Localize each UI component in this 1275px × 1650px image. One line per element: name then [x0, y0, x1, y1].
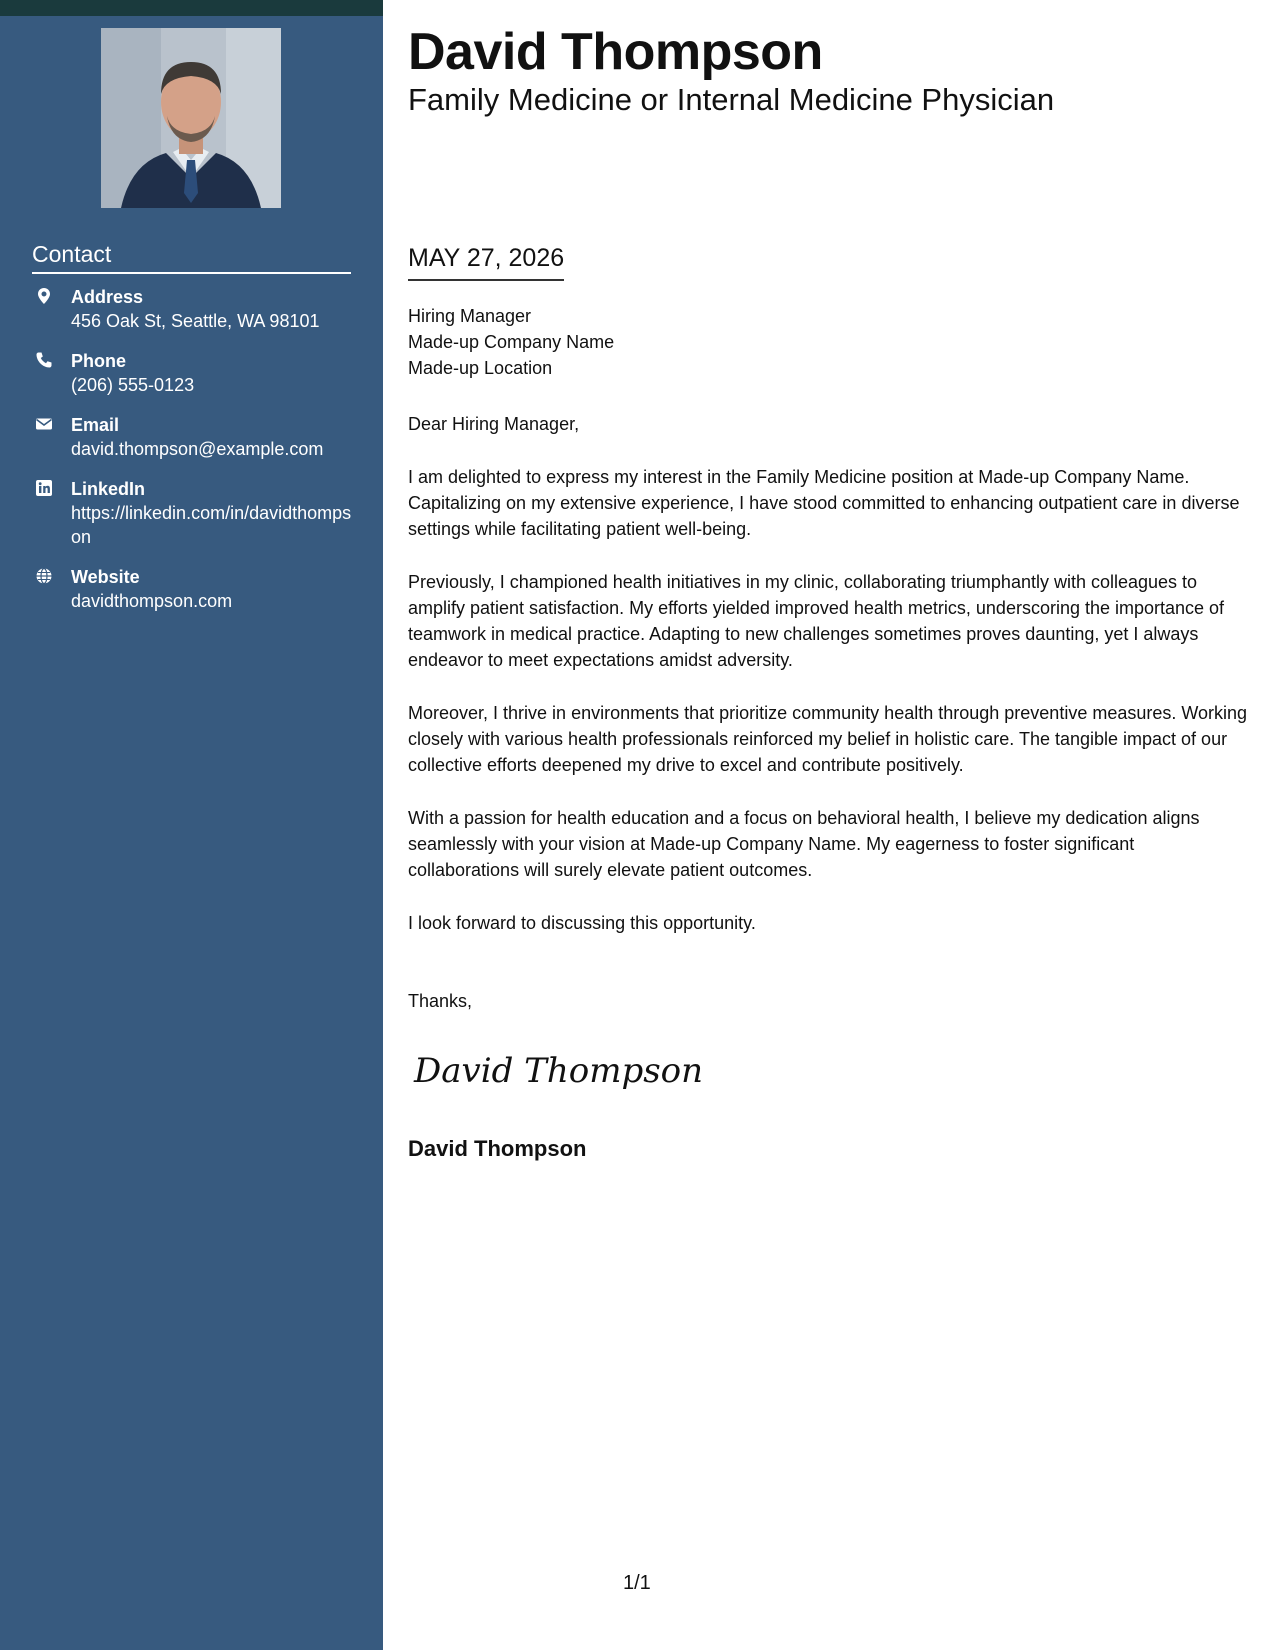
contact-label: Website [71, 567, 140, 587]
phone-icon [35, 351, 53, 369]
avatar [101, 28, 281, 208]
contact-label: Email [71, 415, 120, 435]
envelope-icon [35, 415, 53, 433]
sidebar [0, 0, 383, 1650]
recipient-line: Made-up Company Name [408, 332, 615, 352]
contact-label: Address [71, 287, 144, 307]
contact-heading: Contact [32, 241, 351, 274]
sidebar-top-bar [0, 0, 383, 16]
recipient-line: Hiring Manager [408, 306, 532, 326]
globe-icon [35, 567, 53, 585]
signed-name: David Thompson [408, 1136, 587, 1161]
signature [410, 1040, 704, 1100]
address-value: 456 Oak St, Seattle, WA 98101 [71, 311, 320, 331]
website-value[interactable]: davidthompson.com [71, 591, 233, 611]
page-number: 1/1 [623, 1572, 651, 1594]
email-value[interactable]: david.thompson@example.com [71, 439, 324, 459]
applicant-name: David Thompson [408, 23, 823, 81]
salutation: Dear Hiring Manager, [408, 414, 580, 434]
letter-date: MAY 27, 2026 [408, 244, 564, 281]
contact-item-email [32, 413, 352, 461]
contact-item-website [32, 565, 352, 613]
linkedin-value[interactable]: https://linkedin.com/in/davidthompson [71, 503, 352, 547]
body-paragraph: Previously, I championed health initiatives in my clinic, collaborating triumphantly with colleagues to amplify patient satisfaction. My efforts yielded improved health metrics, underscoring the importance of teamwork in medical practice. Adapting to new challenges sometimes proves daunting, yet I always endeavor to meet expectations amidst adversity. [408, 572, 1225, 670]
body-paragraph: Moreover, I thrive in environments that prioritize community health through preventive measures. Working closely with various health professionals reinforced my belief in holistic care. The tangible impact of our collective efforts deepened my drive to excel and contribute positively. [408, 703, 1248, 775]
body-paragraph: I am delighted to express my interest in the Family Medicine position at Made-up Company Name. Capitalizing on my extensive experience, I have stood committed to enhancing outpatient care in diverse settings while facilitating patient well-being. [408, 467, 1240, 539]
map-pin-icon [35, 287, 53, 305]
contact-list [32, 285, 352, 629]
contact-label: Phone [71, 351, 127, 371]
portrait-photo [101, 28, 281, 208]
recipient-line: Made-up Location [408, 358, 553, 378]
closing: Thanks, [408, 991, 473, 1011]
body-paragraph: I look forward to discussing this opportunity. [408, 913, 756, 933]
phone-value: (206) 555-0123 [71, 375, 195, 395]
letter-body [408, 411, 1248, 963]
contact-item-phone [32, 349, 352, 397]
contact-label: LinkedIn [71, 479, 146, 499]
body-paragraph: With a passion for health education and a focus on behavioral health, I believe my dedication aligns seamlessly with your vision at Made-up Company Name. My eagerness to foster significant collaborations will surely elevate patient outcomes. [408, 808, 1200, 880]
signature-text: David Thompson [414, 1051, 704, 1091]
recipient-block [408, 303, 614, 381]
linkedin-icon [35, 479, 53, 497]
contact-item-address [32, 285, 352, 333]
contact-item-linkedin [32, 477, 352, 549]
job-title: Family Medicine or Internal Medicine Physician [408, 82, 1055, 117]
